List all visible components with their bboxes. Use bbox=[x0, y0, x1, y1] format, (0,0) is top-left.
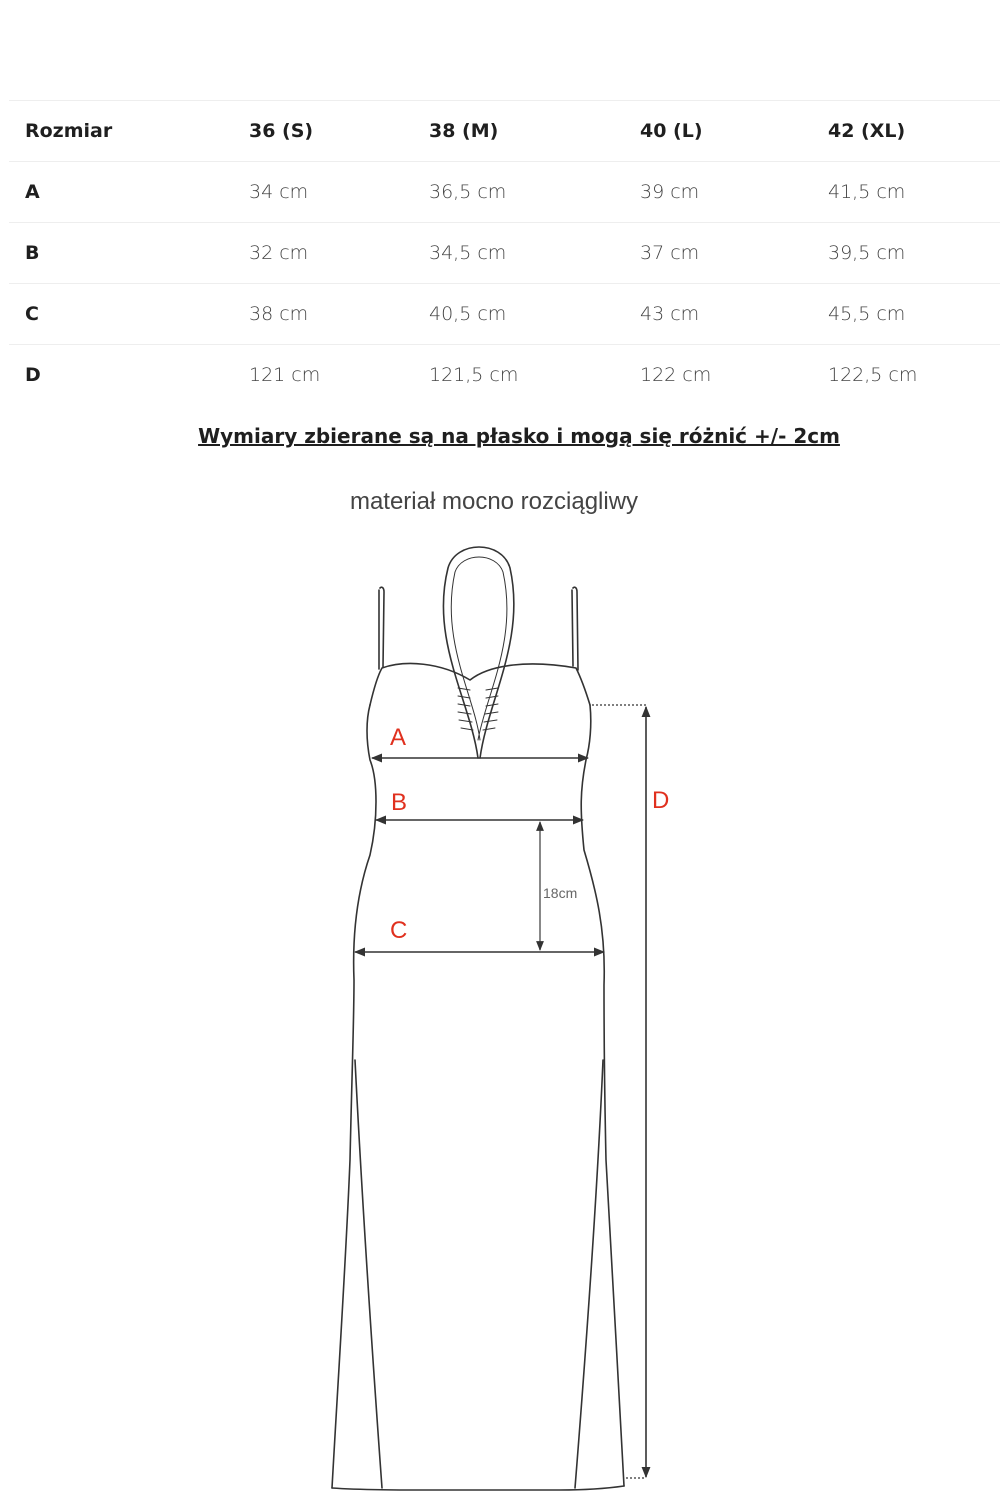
measurement-note: Wymiary zbierane są na płasko i mogą się różnić +/- 2cm bbox=[198, 424, 840, 448]
header-cell-size: Rozmiar bbox=[25, 120, 113, 142]
dress-hem bbox=[332, 1486, 624, 1490]
table-cell: 45,5 cm bbox=[828, 303, 906, 325]
table-cell: 41,5 cm bbox=[828, 181, 906, 203]
row-label: B bbox=[25, 242, 40, 264]
table-cell: 37 cm bbox=[640, 242, 700, 264]
right-strap bbox=[572, 587, 578, 670]
table-cell: 39,5 cm bbox=[828, 242, 906, 264]
row-label: D bbox=[25, 364, 41, 386]
table-cell: 39 cm bbox=[640, 181, 700, 203]
label-d: D bbox=[652, 787, 670, 814]
label-a: A bbox=[390, 724, 407, 751]
table-cell: 34 cm bbox=[249, 181, 309, 203]
table-cell: 121 cm bbox=[249, 364, 321, 386]
table-cell: 34,5 cm bbox=[429, 242, 507, 264]
label-18cm: 18cm bbox=[543, 885, 578, 901]
header-cell-36s: 36 (S) bbox=[249, 120, 314, 142]
table-cell: 122 cm bbox=[640, 364, 712, 386]
table-cell: 36,5 cm bbox=[429, 181, 507, 203]
right-slit bbox=[575, 1060, 603, 1488]
table-cell: 121,5 cm bbox=[429, 364, 519, 386]
label-b: B bbox=[391, 789, 408, 816]
table-cell: 40,5 cm bbox=[429, 303, 507, 325]
dress-outline bbox=[332, 547, 624, 1490]
table-cell: 38 cm bbox=[249, 303, 309, 325]
material-caption: materiał mocno rozciągliwy bbox=[349, 488, 639, 515]
left-strap bbox=[379, 587, 384, 669]
bodice-top bbox=[370, 664, 590, 705]
table-cell: 122,5 cm bbox=[828, 364, 918, 386]
row-label: A bbox=[25, 181, 40, 203]
dress-right-side bbox=[581, 705, 624, 1486]
label-c: C bbox=[390, 917, 408, 944]
header-cell-40l: 40 (L) bbox=[640, 120, 703, 142]
header-cell-42xl: 42 (XL) bbox=[828, 120, 906, 142]
row-label: C bbox=[25, 303, 39, 325]
table-cell: 43 cm bbox=[640, 303, 700, 325]
dress-left-side bbox=[332, 705, 376, 1488]
left-slit bbox=[355, 1060, 382, 1488]
header-cell-38m: 38 (M) bbox=[429, 120, 499, 142]
table-cell: 32 cm bbox=[249, 242, 309, 264]
